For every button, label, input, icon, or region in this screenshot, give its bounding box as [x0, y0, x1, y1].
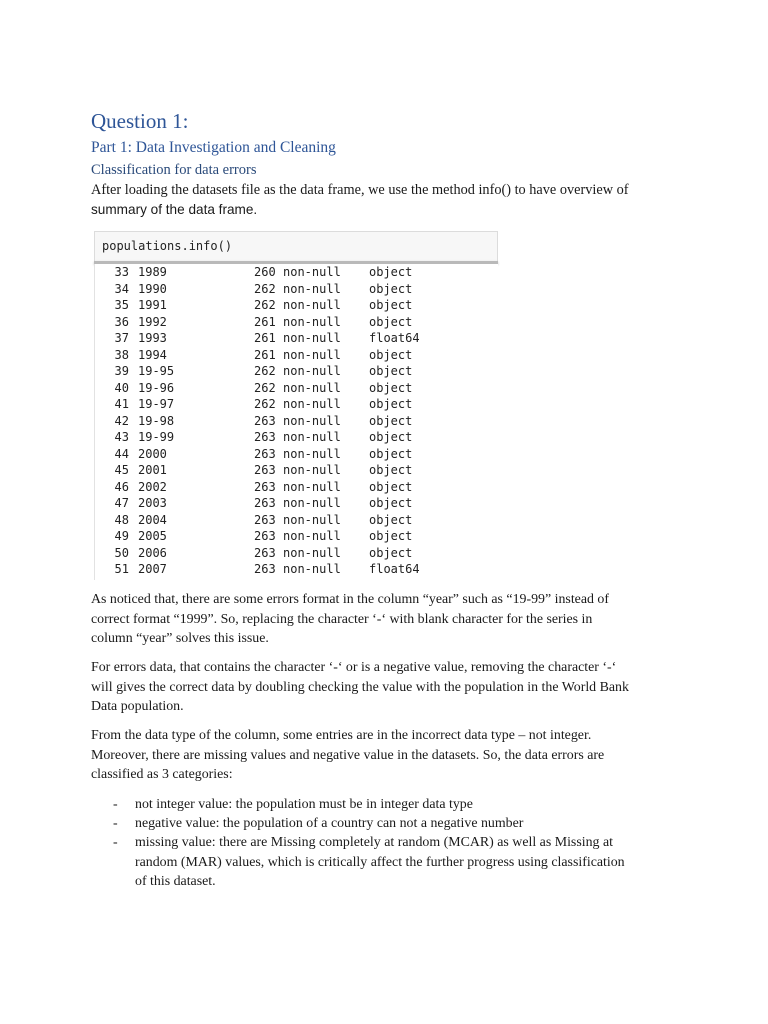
paragraph-negative-errors [91, 658, 681, 717]
non-null-count: 263 [254, 529, 276, 543]
non-null-label: non-null [283, 413, 341, 428]
column-name: 2005 [138, 529, 167, 543]
dtype: object [369, 529, 413, 543]
non-null-count: 260 [254, 265, 276, 279]
row-index: 45 [114, 463, 129, 477]
row-index: 51 [114, 562, 129, 576]
bullet-line: missing value: there are Missing completely at random (MCAR) as well as Missing at [135, 835, 613, 851]
paragraph-line: From the data type of the column, some entries are in the incorrect data type – not integer. [91, 728, 592, 743]
column-name: 19-97 [138, 397, 175, 411]
row-index: 48 [114, 512, 129, 527]
non-null-count: 261 [254, 347, 276, 362]
paragraph-line: For errors data, that contains the character ‘-‘ or is a negative value, removing the character ‘-‘ [91, 660, 617, 675]
row-index: 50 [114, 545, 129, 560]
paragraph-line: As noticed that, there are some errors format in the column “year” such as “19-99” instead of [91, 592, 610, 607]
non-null-count: 263 [254, 430, 276, 444]
non-null-count: 263 [254, 446, 276, 461]
column-name: 2001 [138, 463, 167, 477]
non-null-label: non-null [283, 364, 341, 378]
dtype: object [369, 347, 413, 362]
code-input-text: populations.info() [102, 239, 233, 253]
non-null-count: 263 [254, 512, 276, 527]
non-null-label: non-null [283, 314, 341, 329]
non-null-label: non-null [283, 430, 341, 444]
non-null-count: 263 [254, 496, 276, 510]
non-null-label: non-null [283, 463, 341, 477]
non-null-label: non-null [283, 562, 341, 576]
non-null-label: non-null [283, 446, 341, 461]
non-null-label: non-null [283, 281, 341, 296]
column-name: 19-98 [138, 413, 175, 428]
non-null-label: non-null [283, 512, 341, 527]
column-name: 1993 [138, 331, 167, 345]
non-null-label: non-null [283, 331, 341, 345]
paragraph-line: Moreover, there are missing values and negative value in the datasets. So, the data errors are [91, 747, 605, 763]
bullet-marker: - [113, 797, 118, 812]
dtype: object [369, 479, 413, 494]
row-index: 42 [114, 413, 129, 428]
dtype: object [369, 364, 413, 378]
column-name: 2003 [138, 496, 167, 510]
row-index: 33 [114, 265, 129, 279]
non-null-label: non-null [283, 298, 341, 312]
column-name: 1992 [138, 314, 167, 329]
dtype: float64 [369, 331, 420, 345]
non-null-count: 262 [254, 281, 276, 296]
non-null-count: 263 [254, 479, 276, 494]
column-name: 2004 [138, 512, 167, 527]
row-index: 46 [114, 479, 129, 494]
non-null-label: non-null [283, 265, 341, 279]
non-null-label: non-null [283, 545, 341, 560]
row-index: 38 [114, 347, 129, 362]
row-index: 35 [114, 298, 129, 312]
column-name: 2002 [138, 479, 167, 494]
bullet-text [135, 833, 691, 891]
list-item-not-integer [91, 795, 691, 814]
non-null-label: non-null [283, 496, 341, 510]
non-null-count: 263 [254, 413, 276, 428]
bullet-line: not integer value: the population must be in integer data type [135, 797, 473, 812]
bullet-text [135, 814, 691, 833]
paragraph-line: column “year” solves this issue. [91, 631, 269, 646]
bullet-line: random (MAR) values, which is critically affect the further progress using classification [135, 854, 625, 870]
question-title: Question 1: [91, 109, 189, 133]
dtype: object [369, 265, 413, 279]
paragraph-line: will gives the correct data by doubling checking the value with the population in the World Bank [91, 679, 629, 695]
non-null-count: 262 [254, 364, 276, 378]
column-name: 19-96 [138, 380, 175, 395]
dtype: object [369, 463, 413, 477]
column-name: 1994 [138, 347, 167, 362]
column-name: 19-99 [138, 430, 175, 444]
paragraph-line: Data population. [91, 699, 184, 714]
row-index: 43 [114, 430, 129, 444]
non-null-label: non-null [283, 380, 341, 395]
non-null-count: 262 [254, 298, 276, 312]
non-null-count: 261 [254, 314, 276, 329]
non-null-count: 263 [254, 463, 276, 477]
list-item-negative [91, 814, 691, 833]
row-index: 41 [114, 397, 129, 411]
dtype: object [369, 281, 413, 296]
bullet-marker: - [113, 816, 118, 832]
bullet-text [135, 795, 691, 814]
row-index: 34 [114, 281, 129, 296]
column-name: 1989 [138, 265, 167, 279]
non-null-count: 262 [254, 397, 276, 411]
dtype: object [369, 397, 413, 411]
code-input-cell [94, 231, 498, 262]
bullet-marker: - [113, 835, 118, 851]
dtype: object [369, 496, 413, 510]
column-name: 2007 [138, 562, 167, 576]
dtype: object [369, 314, 413, 329]
intro-line: summary of the data frame. [91, 202, 258, 217]
row-index: 40 [114, 380, 129, 395]
row-index: 49 [114, 529, 129, 543]
column-name: 1991 [138, 298, 167, 312]
paragraph-line: correct format “1999”. So, replacing the character ‘-‘ with blank character for the series in [91, 611, 593, 627]
paragraph-line: classified as 3 categories: [91, 767, 233, 782]
non-null-count: 263 [254, 562, 276, 576]
paragraph-data-type [91, 726, 681, 785]
dtype: object [369, 512, 413, 527]
column-name: 2006 [138, 545, 167, 560]
part-title: Part 1: Data Investigation and Cleaning [91, 139, 336, 156]
dtype: object [369, 446, 413, 461]
non-null-count: 262 [254, 380, 276, 395]
dtype: object [369, 413, 413, 428]
non-null-label: non-null [283, 529, 341, 543]
dtype: object [369, 545, 413, 560]
dtype: object [369, 298, 413, 312]
non-null-label: non-null [283, 479, 341, 494]
intro-paragraph [91, 180, 681, 220]
row-index: 36 [114, 314, 129, 329]
row-index: 39 [114, 364, 129, 378]
dtype: float64 [369, 562, 420, 576]
bullet-line: negative value: the population of a country can not a negative number [135, 816, 524, 832]
dtype: object [369, 380, 413, 395]
non-null-count: 261 [254, 331, 276, 345]
error-category-list [91, 795, 691, 891]
section-title: Classification for data errors [91, 162, 257, 178]
non-null-count: 263 [254, 545, 276, 560]
column-name: 1990 [138, 281, 167, 296]
non-null-label: non-null [283, 397, 341, 411]
column-name: 19-95 [138, 364, 175, 378]
row-index: 37 [114, 331, 129, 345]
dtype: object [369, 430, 413, 444]
list-item-missing [91, 833, 691, 891]
code-output [94, 264, 498, 580]
intro-line: After loading the datasets file as the data frame, we use the method info() to have overview of [91, 182, 629, 198]
bullet-line: of this dataset. [135, 873, 216, 889]
row-index: 44 [114, 446, 129, 461]
paragraph-format-errors [91, 590, 681, 649]
non-null-label: non-null [283, 347, 341, 362]
row-index: 47 [114, 496, 129, 510]
column-name: 2000 [138, 446, 167, 461]
